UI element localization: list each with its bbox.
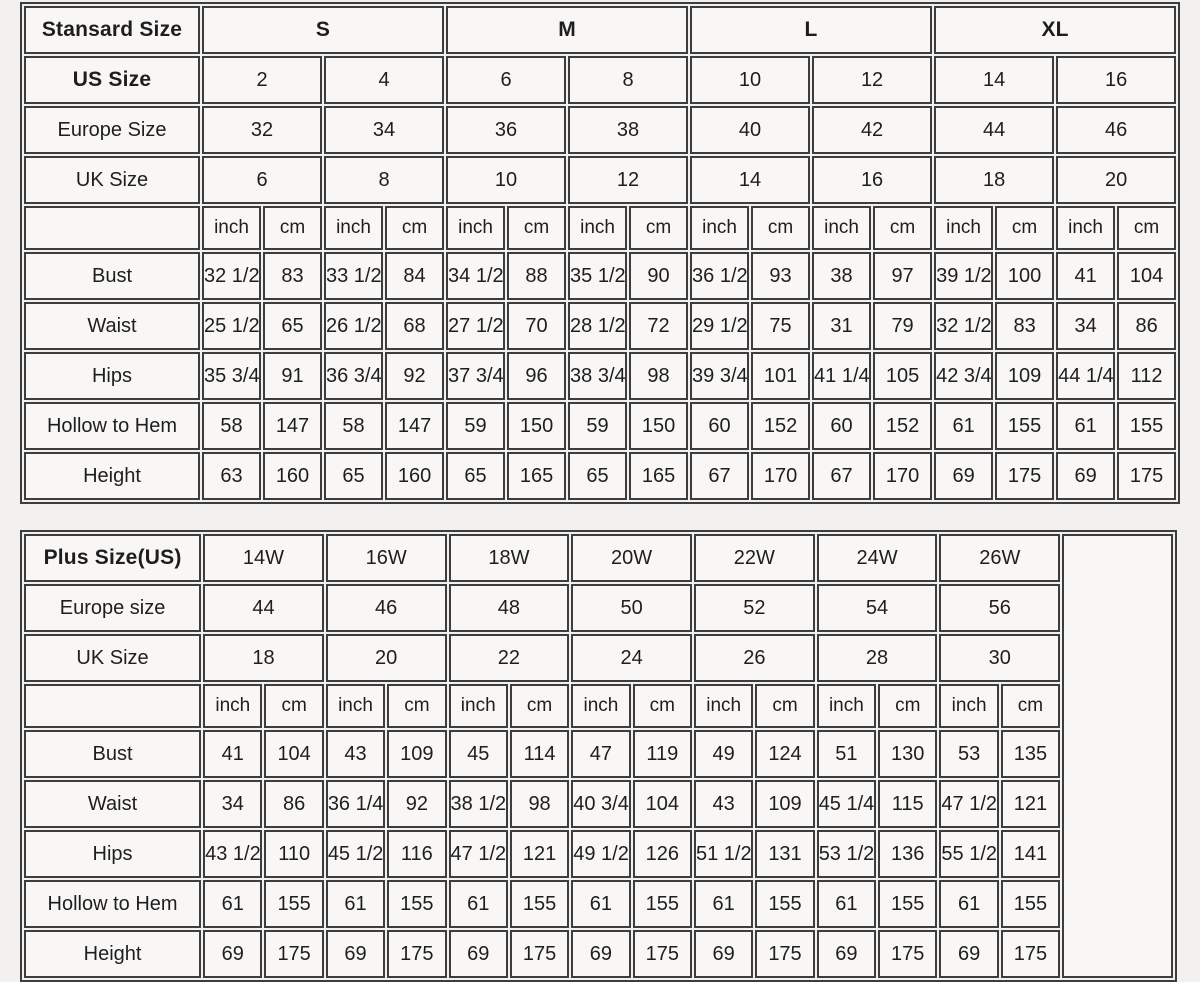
value-cell: 96 [507,352,566,400]
unit-header: inch [571,684,630,728]
value-cell: 28 1/2 [568,302,627,350]
value-cell: 130 [878,730,937,778]
unit-header: inch [812,206,871,250]
value-cell: 155 [1117,402,1176,450]
row-label [24,206,200,250]
value-cell: 65 [568,452,627,500]
value-cell: 53 1/2 [817,830,876,878]
value-cell: 170 [873,452,932,500]
value-cell: 67 [812,452,871,500]
row-label: Hips [24,352,200,400]
value-cell: 47 1/2 [939,780,998,828]
value-cell: 91 [263,352,322,400]
value-cell: 56 [939,584,1060,632]
value-cell: 92 [385,352,444,400]
value-cell: 18 [203,634,324,682]
value-cell: 16W [326,534,447,582]
value-cell: 34 [1056,302,1115,350]
value-cell: 20 [326,634,447,682]
value-cell: 10 [446,156,566,204]
value-cell: 131 [755,830,814,878]
value-cell: 42 3/4 [934,352,993,400]
value-cell: 45 1/4 [817,780,876,828]
value-cell: 100 [995,252,1054,300]
value-cell: 90 [629,252,688,300]
unit-header: inch [446,206,505,250]
value-cell: 47 1/2 [449,830,508,878]
unit-header: cm [1117,206,1176,250]
size-group-header: XL [934,6,1176,54]
value-cell: 84 [385,252,444,300]
value-cell: 155 [510,880,569,928]
value-cell: 67 [690,452,749,500]
value-cell: 86 [264,780,323,828]
value-cell: 135 [1001,730,1060,778]
value-cell: 104 [264,730,323,778]
value-cell: 24 [571,634,692,682]
value-cell: 152 [873,402,932,450]
row-label: Hips [24,830,201,878]
value-cell: 98 [510,780,569,828]
value-cell: 69 [939,930,998,978]
value-cell: 119 [633,730,692,778]
value-cell: 55 1/2 [939,830,998,878]
value-cell: 175 [387,930,446,978]
unit-header: inch [939,684,998,728]
unit-header: inch [568,206,627,250]
value-cell: 45 [449,730,508,778]
value-cell: 36 [446,106,566,154]
value-cell: 52 [694,584,815,632]
standard-size-table [20,2,1180,504]
value-cell: 24W [817,534,938,582]
value-cell: 48 [449,584,570,632]
value-cell: 126 [633,830,692,878]
row-label: Height [24,930,201,978]
value-cell: 51 [817,730,876,778]
value-cell: 112 [1117,352,1176,400]
value-cell: 14 [690,156,810,204]
value-cell: 41 1/4 [812,352,871,400]
value-cell: 8 [568,56,688,104]
table-row [24,830,1173,878]
value-cell: 61 [1056,402,1115,450]
value-cell: 61 [939,880,998,928]
row-label: UK Size [24,634,201,682]
value-cell: 43 [326,730,385,778]
value-cell: 46 [326,584,447,632]
value-cell: 20 [1056,156,1176,204]
value-cell: 61 [817,880,876,928]
plus-size-table [20,530,1177,982]
size-group-header: L [690,6,932,54]
value-cell: 65 [446,452,505,500]
value-cell: 34 [203,780,262,828]
value-cell: 18W [449,534,570,582]
value-cell: 147 [385,402,444,450]
value-cell: 26W [939,534,1060,582]
value-cell: 6 [446,56,566,104]
value-cell: 61 [934,402,993,450]
value-cell: 60 [690,402,749,450]
value-cell: 175 [510,930,569,978]
size-group-header: M [446,6,688,54]
value-cell: 155 [387,880,446,928]
value-cell: 49 1/2 [571,830,630,878]
value-cell: 69 [1056,452,1115,500]
value-cell: 69 [449,930,508,978]
value-cell: 136 [878,830,937,878]
unit-header: cm [263,206,322,250]
unit-header: inch [202,206,261,250]
value-cell: 121 [1001,780,1060,828]
unit-header: cm [633,684,692,728]
size-chart-page [0,2,1200,965]
value-cell: 104 [1117,252,1176,300]
table-row [24,730,1173,778]
value-cell: 35 3/4 [202,352,261,400]
value-cell: 155 [878,880,937,928]
table-row [24,684,1173,728]
unit-header: inch [1056,206,1115,250]
value-cell: 12 [568,156,688,204]
value-cell: 47 [571,730,630,778]
row-label: Europe size [24,584,201,632]
unit-header: inch [326,684,385,728]
value-cell: 59 [446,402,505,450]
value-cell: 50 [571,584,692,632]
value-cell: 22W [694,534,815,582]
value-cell: 26 1/2 [324,302,383,350]
value-cell: 69 [203,930,262,978]
value-cell: 141 [1001,830,1060,878]
unit-header: cm [995,206,1054,250]
value-cell: 36 1/2 [690,252,749,300]
unit-header: inch [934,206,993,250]
unit-header: cm [629,206,688,250]
value-cell: 37 3/4 [446,352,505,400]
value-cell: 36 3/4 [324,352,383,400]
value-cell: 160 [385,452,444,500]
value-cell: 115 [878,780,937,828]
value-cell: 31 [812,302,871,350]
value-cell: 45 1/2 [326,830,385,878]
value-cell: 114 [510,730,569,778]
value-cell: 32 1/2 [202,252,261,300]
value-cell: 36 1/4 [326,780,385,828]
value-cell: 22 [449,634,570,682]
value-cell: 65 [263,302,322,350]
value-cell: 32 [202,106,322,154]
value-cell: 65 [324,452,383,500]
unit-header: cm [1001,684,1060,728]
value-cell: 61 [571,880,630,928]
value-cell: 25 1/2 [202,302,261,350]
table-row [24,352,1176,400]
value-cell: 53 [939,730,998,778]
value-cell: 70 [507,302,566,350]
value-cell: 38 [568,106,688,154]
value-cell: 49 [694,730,753,778]
value-cell: 109 [387,730,446,778]
value-cell: 33 1/2 [324,252,383,300]
table-row [24,452,1176,500]
value-cell: 69 [326,930,385,978]
value-cell: 79 [873,302,932,350]
value-cell: 44 [203,584,324,632]
value-cell: 18 [934,156,1054,204]
value-cell: 109 [755,780,814,828]
unit-header: inch [817,684,876,728]
value-cell: 68 [385,302,444,350]
value-cell: 104 [633,780,692,828]
unit-header: cm [751,206,810,250]
value-cell: 58 [202,402,261,450]
value-cell: 155 [264,880,323,928]
row-label: Height [24,452,200,500]
value-cell: 105 [873,352,932,400]
value-cell: 155 [1001,880,1060,928]
value-cell: 110 [264,830,323,878]
size-group-header: S [202,6,444,54]
value-cell: 175 [1001,930,1060,978]
value-cell: 41 [1056,252,1115,300]
value-cell: 43 1/2 [203,830,262,878]
table-row [24,56,1176,104]
value-cell: 152 [751,402,810,450]
row-label: US Size [24,56,200,104]
row-label: Waist [24,780,201,828]
table-row [24,780,1173,828]
unit-header: inch [690,206,749,250]
value-cell: 72 [629,302,688,350]
value-cell: 63 [202,452,261,500]
value-cell: 83 [263,252,322,300]
row-label: Waist [24,302,200,350]
value-cell: 59 [568,402,627,450]
value-cell: 6 [202,156,322,204]
value-cell: 27 1/2 [446,302,505,350]
unit-header: cm [755,684,814,728]
unit-header: inch [449,684,508,728]
value-cell: 8 [324,156,444,204]
table-row [24,880,1173,928]
value-cell: 69 [571,930,630,978]
value-cell: 69 [817,930,876,978]
value-cell: 28 [817,634,938,682]
unit-header: cm [510,684,569,728]
value-cell: 175 [633,930,692,978]
value-cell: 175 [995,452,1054,500]
value-cell: 16 [812,156,932,204]
value-cell: 116 [387,830,446,878]
value-cell: 46 [1056,106,1176,154]
value-cell: 150 [507,402,566,450]
unit-header: inch [203,684,262,728]
row-label: Hollow to Hem [24,880,201,928]
value-cell: 83 [995,302,1054,350]
value-cell: 61 [449,880,508,928]
value-cell: 39 1/2 [934,252,993,300]
value-cell: 10 [690,56,810,104]
value-cell: 175 [755,930,814,978]
value-cell: 147 [263,402,322,450]
value-cell: 51 1/2 [694,830,753,878]
value-cell: 165 [629,452,688,500]
value-cell: 88 [507,252,566,300]
value-cell: 175 [264,930,323,978]
row-label: UK Size [24,156,200,204]
value-cell: 41 [203,730,262,778]
value-cell: 14W [203,534,324,582]
value-cell: 35 1/2 [568,252,627,300]
empty-side-column [1062,534,1173,978]
value-cell: 98 [629,352,688,400]
value-cell: 60 [812,402,871,450]
row-label: Bust [24,252,200,300]
table-row [24,6,1176,54]
value-cell: 30 [939,634,1060,682]
value-cell: 155 [633,880,692,928]
value-cell: 155 [755,880,814,928]
table-row [24,634,1173,682]
value-cell: 109 [995,352,1054,400]
value-cell: 29 1/2 [690,302,749,350]
row-label: Bust [24,730,201,778]
value-cell: 61 [203,880,262,928]
row-label: Stansard Size [24,6,200,54]
value-cell: 69 [694,930,753,978]
unit-header: cm [878,684,937,728]
value-cell: 155 [995,402,1054,450]
table-row [24,156,1176,204]
row-label: Plus Size(US) [24,534,201,582]
unit-header: inch [324,206,383,250]
value-cell: 86 [1117,302,1176,350]
value-cell: 42 [812,106,932,154]
value-cell: 38 [812,252,871,300]
value-cell: 101 [751,352,810,400]
value-cell: 43 [694,780,753,828]
value-cell: 38 3/4 [568,352,627,400]
table-row [24,252,1176,300]
value-cell: 16 [1056,56,1176,104]
table-row [24,402,1176,450]
value-cell: 2 [202,56,322,104]
value-cell: 150 [629,402,688,450]
row-label: Hollow to Hem [24,402,200,450]
value-cell: 58 [324,402,383,450]
value-cell: 175 [1117,452,1176,500]
value-cell: 165 [507,452,566,500]
value-cell: 124 [755,730,814,778]
row-label [24,684,201,728]
value-cell: 175 [878,930,937,978]
value-cell: 54 [817,584,938,632]
unit-header: cm [387,684,446,728]
value-cell: 12 [812,56,932,104]
table-row [24,584,1173,632]
value-cell: 121 [510,830,569,878]
table-row [24,930,1173,978]
value-cell: 69 [934,452,993,500]
value-cell: 38 1/2 [449,780,508,828]
unit-header: inch [694,684,753,728]
table-row [24,106,1176,154]
unit-header: cm [264,684,323,728]
value-cell: 14 [934,56,1054,104]
value-cell: 44 1/4 [1056,352,1115,400]
unit-header: cm [507,206,566,250]
value-cell: 32 1/2 [934,302,993,350]
value-cell: 40 3/4 [571,780,630,828]
row-label: Europe Size [24,106,200,154]
table-row [24,534,1173,582]
unit-header: cm [873,206,932,250]
value-cell: 75 [751,302,810,350]
unit-header: cm [385,206,444,250]
table-row [24,302,1176,350]
value-cell: 61 [694,880,753,928]
value-cell: 34 [324,106,444,154]
value-cell: 93 [751,252,810,300]
value-cell: 39 3/4 [690,352,749,400]
value-cell: 160 [263,452,322,500]
value-cell: 44 [934,106,1054,154]
value-cell: 92 [387,780,446,828]
value-cell: 20W [571,534,692,582]
value-cell: 61 [326,880,385,928]
value-cell: 34 1/2 [446,252,505,300]
value-cell: 4 [324,56,444,104]
value-cell: 40 [690,106,810,154]
value-cell: 97 [873,252,932,300]
value-cell: 26 [694,634,815,682]
table-row [24,206,1176,250]
value-cell: 170 [751,452,810,500]
